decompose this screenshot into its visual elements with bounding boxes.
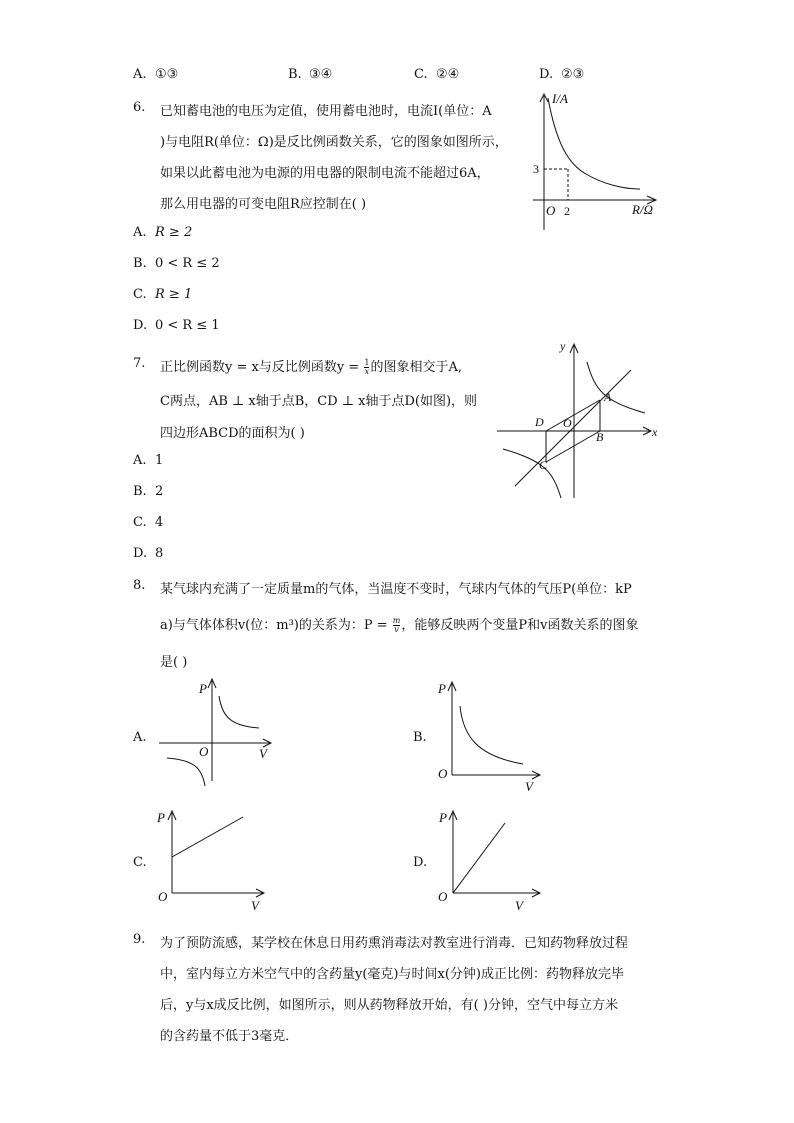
q8-a-p-label: P: [199, 681, 207, 696]
q7-option-b-letter: B.: [133, 484, 147, 499]
q5-option-d-text: ②③: [561, 67, 585, 82]
q6-option-b-text: 0 < R ≤ 2: [155, 256, 220, 271]
q7-option-d-text: 8: [155, 546, 164, 561]
q7-line-1-pre: 正比例函数y = x与反比例函数y =: [160, 360, 364, 375]
q5-option-b-letter: B.: [288, 67, 302, 82]
q8-b-p-label: P: [438, 681, 446, 696]
q7-fraction: [364, 359, 369, 376]
q7-option-c-letter: C.: [133, 515, 147, 530]
q8-frac-den: v: [394, 625, 399, 634]
q7-option-d-letter: D.: [133, 546, 148, 561]
q5-option-a-letter: A.: [133, 67, 147, 82]
q7-number: 7.: [133, 356, 146, 371]
q7-frac-den: x: [364, 367, 370, 376]
q8-line-2-post: ，能够反映两个变量P和v函数关系的图象: [401, 618, 639, 633]
q8-c-line: [172, 817, 243, 857]
q8-c-origin: O: [158, 889, 168, 904]
q8-graph-d-letter: D.: [413, 855, 428, 870]
q8-line-1: 某气球内充满了一定质量m的气体，当温度不变时，气球内气体的气压P(单位：kP: [160, 582, 632, 597]
q6-number: 6.: [133, 100, 146, 115]
q7-option-a-text: 1: [155, 453, 164, 468]
q5-option-c-text: ②④: [436, 67, 460, 82]
q7-line-1: [160, 356, 462, 376]
q8-line-3: 是( ): [160, 655, 188, 670]
q8-graph-a-letter: A.: [133, 730, 147, 745]
q6-line-2: )与电阻R(单位：Ω)是反比例函数关系，它的图象如图所示，: [160, 135, 508, 150]
q7-option-a-letter: A.: [133, 453, 147, 468]
q7-point-d: D: [535, 415, 544, 429]
q7-option-b-text: 2: [155, 484, 164, 499]
q7-option-c-text: 4: [155, 515, 164, 530]
q8-a-curve-q3: [167, 758, 205, 786]
q5-option-b-text: ③④: [309, 67, 333, 82]
q9-line-1: 为了预防流感，某学校在休息日用药熏消毒法对教室进行消毒．已知药物释放过程: [160, 936, 629, 951]
q6-option-d-letter: D.: [133, 318, 148, 333]
q7-point-b: B: [596, 430, 604, 444]
q8-a-origin: O: [199, 744, 209, 759]
q8-line-2: [160, 614, 638, 634]
q8-d-p-label: P: [439, 810, 447, 825]
q8-graph-d: [435, 805, 550, 917]
q9-number: 9.: [133, 932, 146, 947]
q7-frac-num: 1: [364, 358, 370, 367]
q9-line-3: 后，y与x成反比例，如图所示，则从药物释放开始，有( )分钟，空气中每立方米: [160, 998, 618, 1013]
q8-a-v-label: V: [259, 746, 267, 761]
q8-b-curve: [460, 706, 523, 764]
q7-segment-da: [546, 400, 600, 431]
q8-graph-b-letter: B.: [413, 730, 427, 745]
q6-option-b-letter: B.: [133, 256, 147, 271]
q8-d-line: [453, 823, 505, 893]
q8-b-origin: O: [438, 766, 448, 781]
q6-option-a-letter: A.: [133, 225, 147, 240]
q6-y-tick: 3: [533, 162, 539, 176]
q6-option-d-text: 0 < R ≤ 1: [155, 318, 220, 333]
q6-x-label: R/Ω: [632, 202, 653, 217]
q8-number: 8.: [133, 578, 146, 593]
q6-option-a-text: R ≥ 2: [155, 225, 193, 240]
q8-fraction: [393, 617, 401, 634]
q7-hyperbola-q3: [503, 449, 561, 498]
q8-graph-b: [435, 676, 550, 798]
q8-a-curve-q1: [219, 696, 259, 728]
q5-option-a-text: ①③: [155, 67, 179, 82]
q7-x-label: x: [652, 425, 658, 439]
q7-point-c: C: [539, 458, 548, 472]
q8-graph-a: [155, 676, 280, 786]
q6-curve: [548, 98, 640, 189]
q5-option-c-letter: C.: [414, 67, 428, 82]
q9-line-2: 中，室内每立方米空气中的含药量y(毫克)与时间x(分钟)成正比例：药物释放完毕: [160, 967, 624, 982]
q7-graph: [497, 338, 667, 503]
q8-graph-c: [155, 805, 270, 917]
q5-option-d-letter: D.: [539, 67, 554, 82]
q7-line-y-eq-x: [515, 370, 631, 486]
q7-origin: O: [563, 416, 572, 430]
q8-c-v-label: V: [251, 898, 259, 913]
q6-y-label: I/A: [552, 91, 568, 106]
q8-d-origin: O: [438, 889, 448, 904]
q9-line-4: 的含药量不低于3毫克．: [160, 1029, 299, 1044]
q7-y-label: y: [560, 339, 566, 353]
q7-line-1-post: 的图象相交于A,: [370, 360, 462, 375]
q6-line-3: 如果以此蓄电池为电源的用电器的限制电流不能超过6A，: [160, 166, 490, 181]
q7-point-a: A: [604, 390, 612, 404]
q8-frac-num: m: [392, 616, 401, 625]
q6-graph: [528, 92, 663, 234]
q6-option-c-letter: C.: [133, 287, 147, 302]
q6-option-c-text: R ≥ 1: [155, 287, 193, 302]
q8-b-v-label: V: [525, 779, 533, 794]
q6-x-tick: 2: [564, 204, 570, 218]
q8-c-p-label: P: [157, 810, 165, 825]
q6-line-1: 已知蓄电池的电压为定值，使用蓄电池时，电流I(单位：A: [160, 104, 492, 119]
q6-origin: O: [546, 203, 556, 218]
q6-line-4: 那么用电器的可变电阻R应控制在( ): [160, 197, 367, 212]
q7-line-3: 四边形ABCD的面积为( ): [160, 426, 305, 441]
q7-line-2: C两点，AB ⊥ x轴于点B，CD ⊥ x轴于点D(如图)，则: [160, 394, 478, 409]
q8-d-v-label: V: [515, 898, 523, 913]
q8-graph-c-letter: C.: [133, 855, 147, 870]
q8-line-2-pre: a)与气体体积v(位：m³)的关系为：P =: [160, 618, 392, 633]
